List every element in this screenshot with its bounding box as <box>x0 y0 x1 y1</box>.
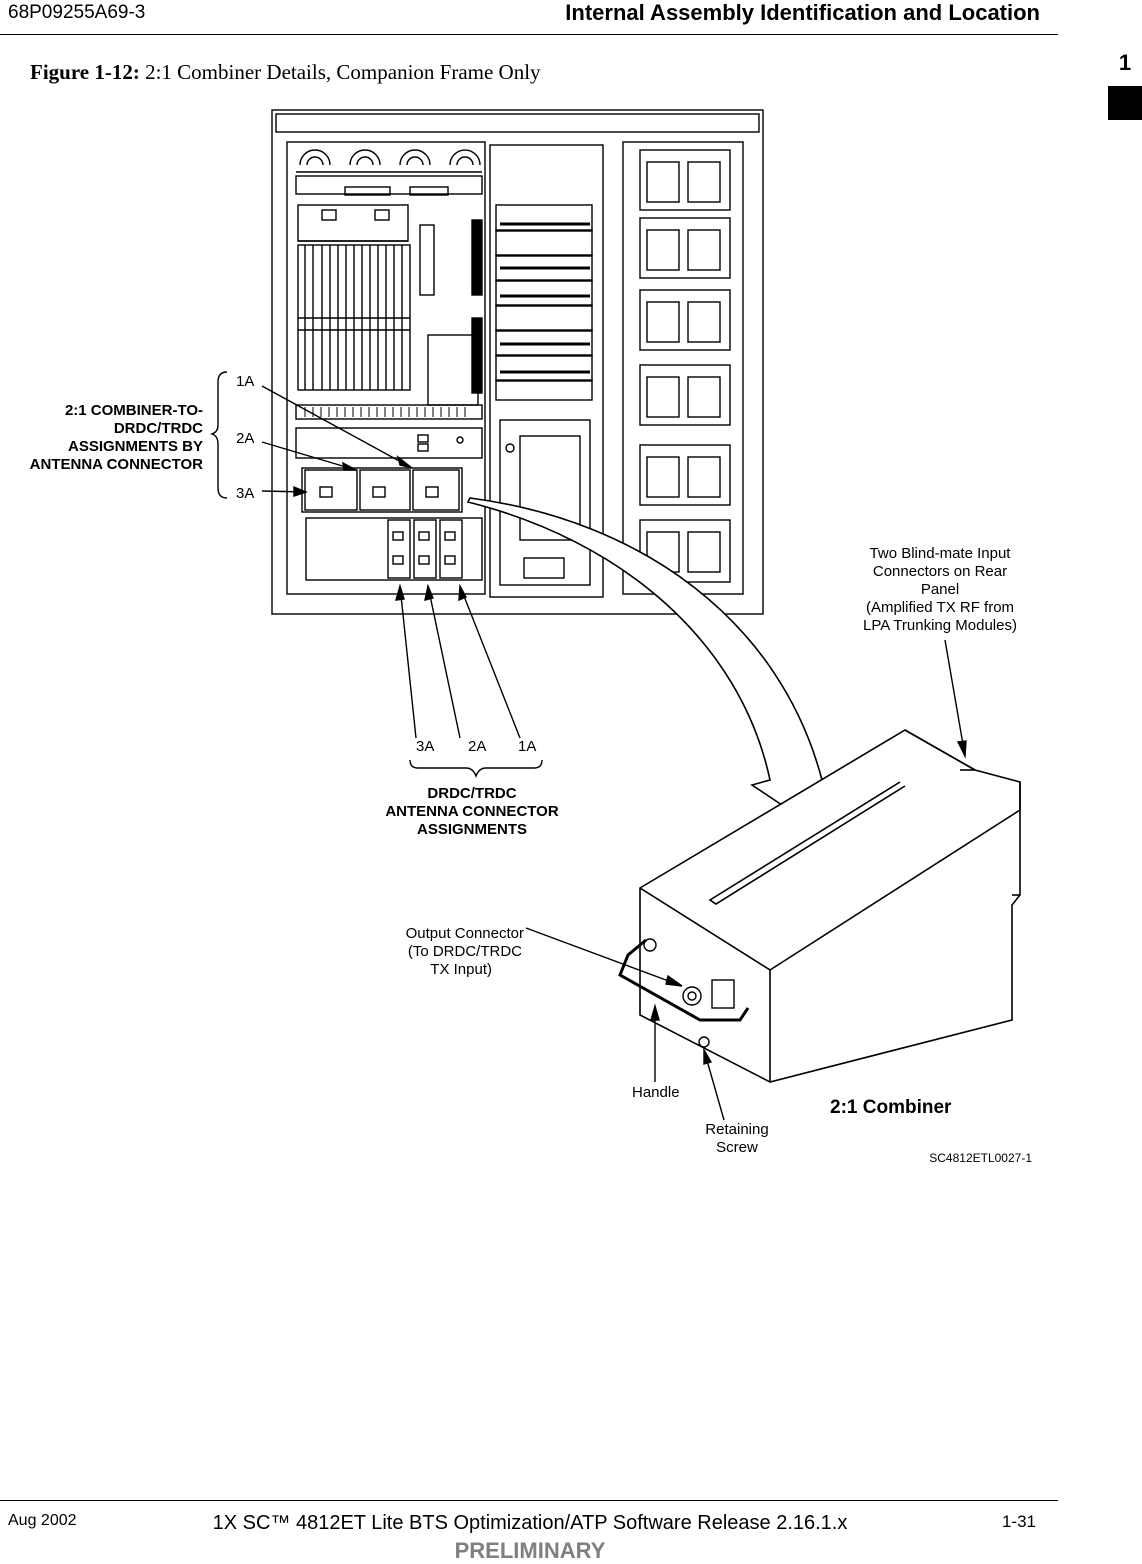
alarm-panel <box>296 428 482 458</box>
cable-duct-lower <box>472 318 482 393</box>
connector-module <box>420 225 434 295</box>
combiner-slot-row <box>302 468 462 512</box>
preliminary-mark: PRELIMINARY <box>454 1538 606 1563</box>
middle-bay-door <box>500 420 590 585</box>
left-group-label-2: DRDC/TRDC <box>113 420 203 437</box>
footer-date: Aug 2002 <box>8 1512 77 1529</box>
leader-2a <box>262 442 356 470</box>
leader-1a <box>262 386 412 468</box>
output-label-3: TX Input) <box>430 961 492 978</box>
blind-mate-label-2: Connectors on Rear <box>872 563 1008 580</box>
fan-row <box>296 150 482 195</box>
vent-strip <box>296 405 482 419</box>
middle-bay-shelves <box>496 205 592 400</box>
section-title: Internal Assembly Identification and Location <box>565 0 1040 25</box>
combiner-3a <box>305 470 357 510</box>
label-bottom-2a: 2A <box>468 738 487 755</box>
blind-mate-label-3: Panel <box>920 581 960 598</box>
output-label-2: (To DRDC/TRDC <box>407 943 522 960</box>
left-group-label-3: ASSIGNMENTS BY <box>67 438 203 455</box>
bottom-brace <box>410 760 542 776</box>
label-left-3a: 3A <box>236 485 255 502</box>
drdc-label-2: ANTENNA CONNECTOR <box>385 803 559 820</box>
card-cage <box>298 245 410 390</box>
power-modules <box>298 205 408 241</box>
blind-mate-label-4: (Amplified TX RF from <box>865 599 1015 616</box>
drdc-shelf <box>306 518 482 580</box>
leader-bottom-1a <box>460 586 520 738</box>
blind-mate-label-5: LPA Trunking Modules) <box>863 617 1017 634</box>
figure-number: Figure 1-12: <box>30 60 140 84</box>
drdc-card-1a <box>440 520 462 578</box>
page-number: 1-31 <box>1001 1512 1036 1531</box>
leader-bottom-3a <box>400 586 416 738</box>
footer-rule <box>0 1500 1058 1501</box>
drdc-card-3a <box>388 520 410 578</box>
blind-mate-label-1: Two Blind-mate Input <box>869 545 1011 562</box>
label-left-1a: 1A <box>236 373 255 390</box>
header-rule <box>0 34 1058 35</box>
combiner-title: 2:1 Combiner <box>830 1097 952 1118</box>
left-group-label-4: ANTENNA CONNECTOR <box>29 456 203 473</box>
leader-bottom-2a <box>428 586 460 738</box>
combiner-isometric <box>640 730 1020 1082</box>
drdc-label-1: DRDC/TRDC <box>427 785 517 802</box>
callout-arrow <box>468 498 842 825</box>
drdc-label-3: ASSIGNMENTS <box>416 821 528 838</box>
retaining-label-1: Retaining <box>705 1121 769 1138</box>
footer-document-title: 1X SC™ 4812ET Lite BTS Optimization/ATP Software Release 2.16.1.x <box>212 1512 848 1534</box>
label-left-2a: 2A <box>236 430 255 447</box>
label-bottom-3a: 3A <box>416 738 435 755</box>
document-number: 68P09255A69-3 <box>8 2 146 23</box>
cabinet-top-rail <box>276 114 759 132</box>
lpa-modules <box>640 150 730 582</box>
combiner-1a <box>413 470 459 510</box>
chapter-tab-number: 1 <box>1118 50 1132 75</box>
figure-title: 2:1 Combiner Details, Companion Frame Only <box>145 60 541 84</box>
combiner-diagram <box>0 80 1142 1180</box>
leader-blind-mate <box>945 640 965 756</box>
label-bottom-1a: 1A <box>518 738 537 755</box>
drawing-id: SC4812ETL0027-1 <box>929 1151 1032 1165</box>
output-label-1: Output Connector <box>405 925 524 942</box>
retaining-label-2: Screw <box>716 1139 758 1156</box>
left-group-label-1: 2:1 COMBINER-TO- <box>64 402 203 419</box>
left-brace <box>212 372 227 498</box>
blank-panel <box>428 335 478 405</box>
handle-label: Handle <box>632 1084 680 1101</box>
vent-slots <box>305 407 465 417</box>
cable-duct-upper <box>472 220 482 295</box>
drdc-card-2a <box>414 520 436 578</box>
